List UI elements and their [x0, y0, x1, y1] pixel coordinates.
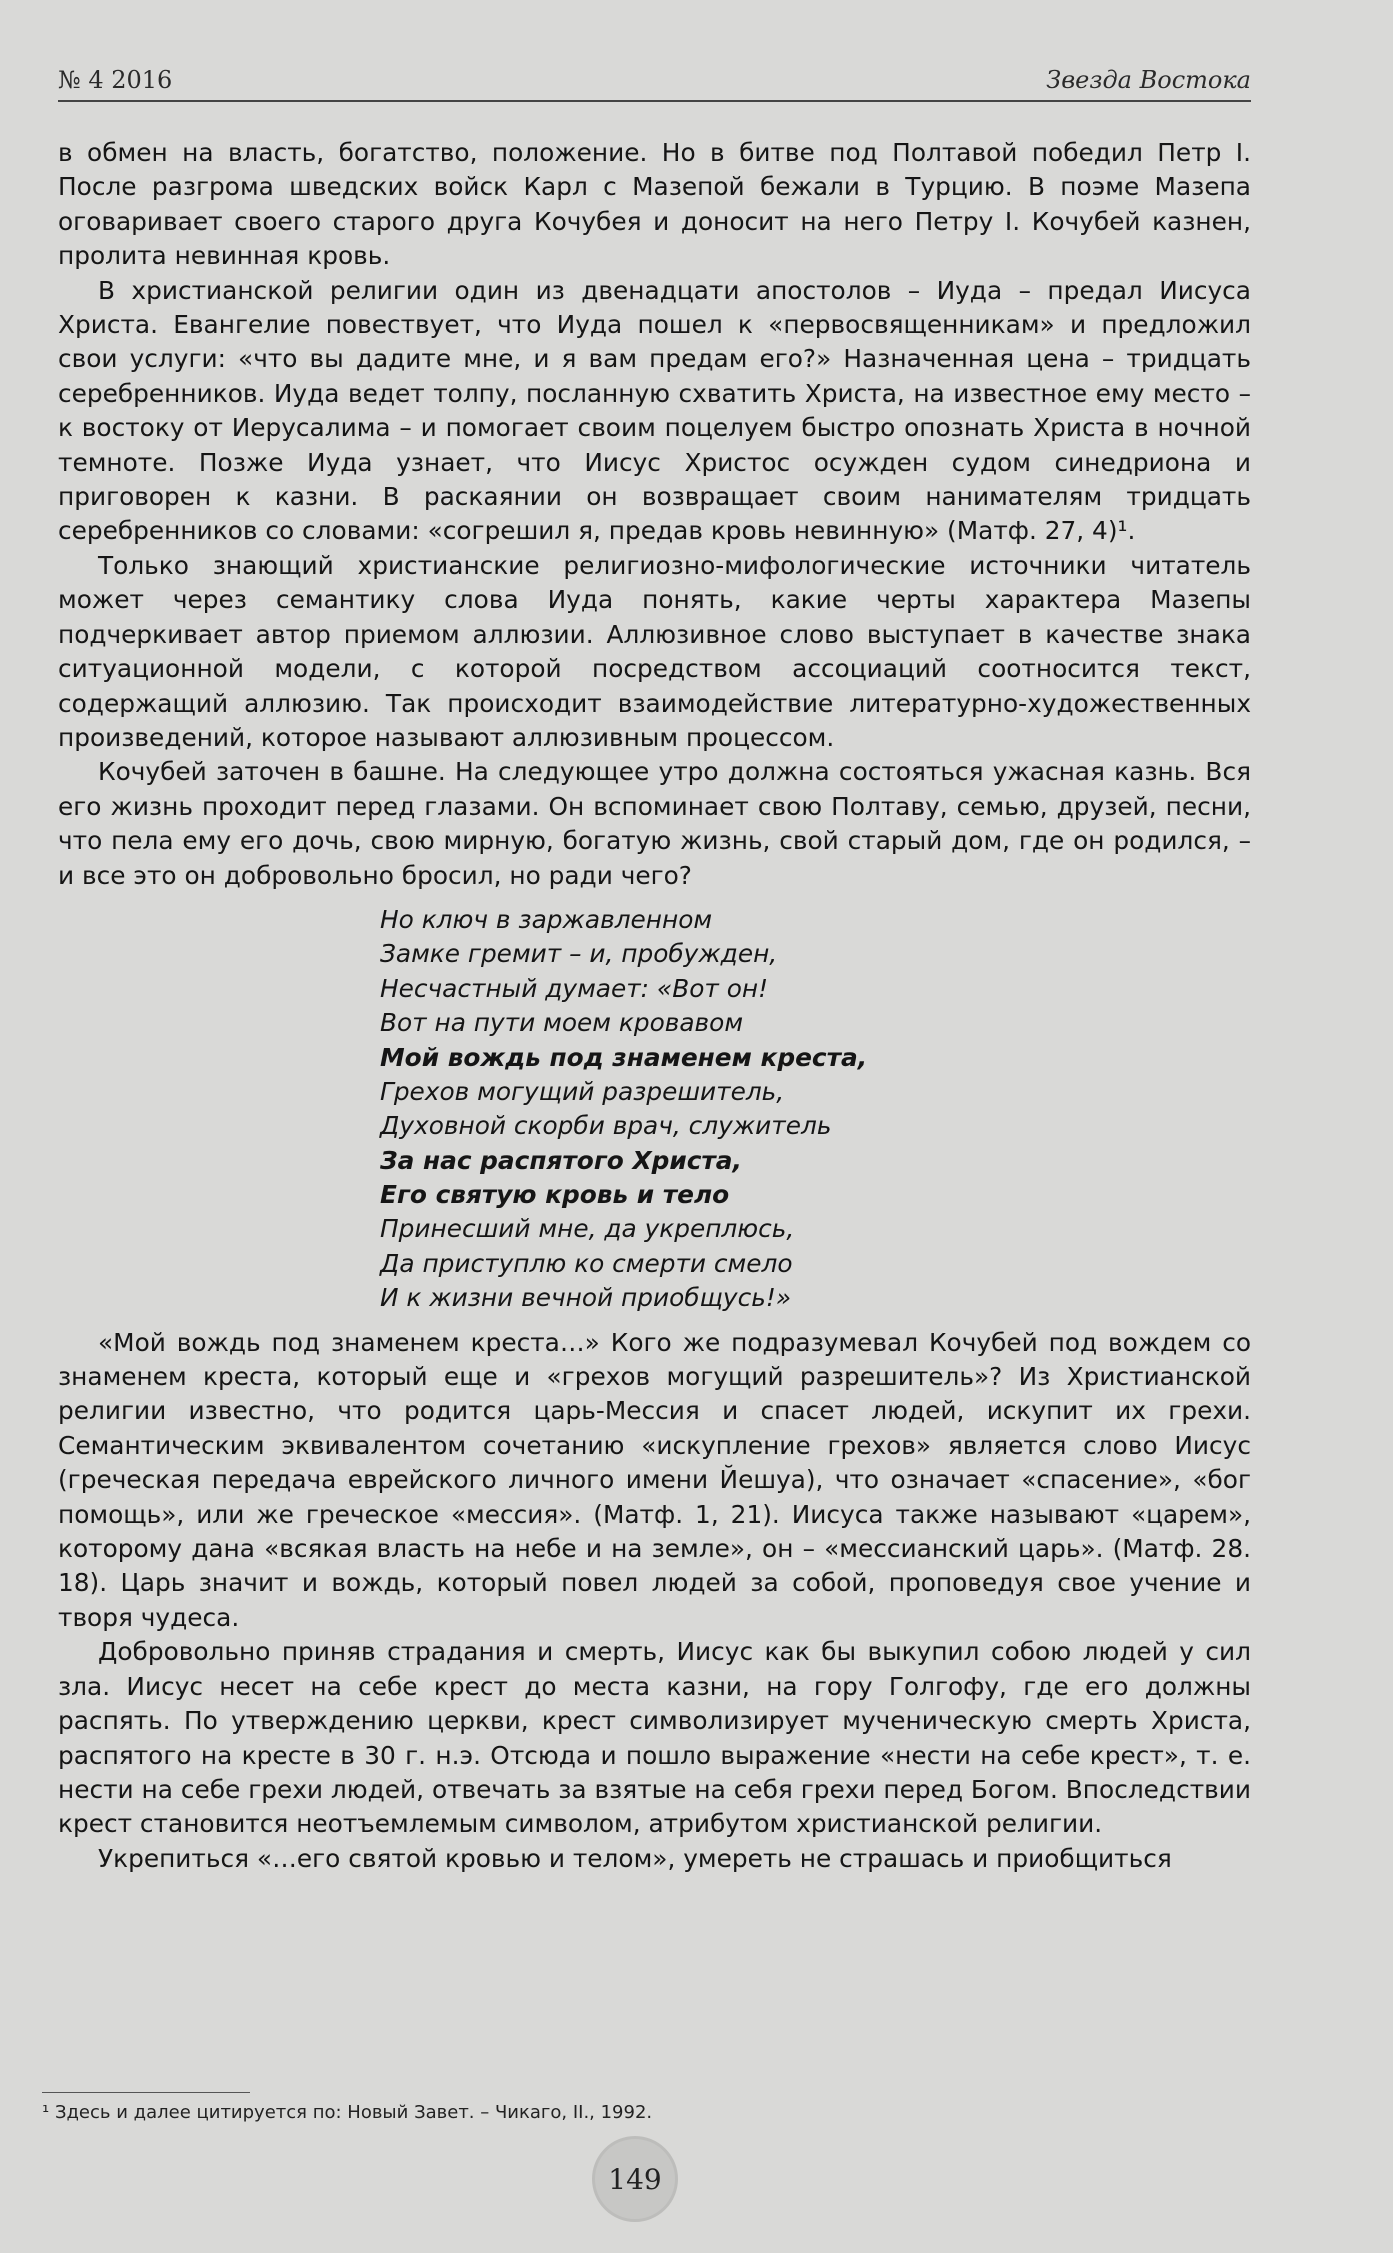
poem-line: Духовной скорби врач, служитель: [380, 1111, 832, 1141]
footnote: ¹ Здесь и далее цитируется по: Новый Завет. – Чикаго, II., 1992.: [42, 2102, 653, 2123]
paragraph: Добровольно приняв страдания и смерть, Иисус как бы выкупил собою людей у сил зла. Иисус несет на себе крест до места казни, на гору Голгофу, где его должны распять. По утверждению церкви, крест символизирует мученическую смерть Христа, распятого на кресте в 30 г. н.э. Отсюда и пошло выражение «нести на себе крест», т. е. нести на себе грехи людей, отвечать за взятые на себя грехи перед Богом. Впоследствии крест становится неотъемлемым символом, атрибутом христианской религии.: [58, 1637, 1251, 1839]
paragraph: «Мой вождь под знаменем креста…» Кого же подразумевал Кочубей под вождем со знаменем креста, который еще и «грехов могущий разрешитель»? Из Христианской религии известно, что родится царь-Мессия и спасет людей, искупит их грехи. Семантическим эквивалентом сочетанию «искупление грехов» является слово Иисус (греческая передача еврейского личного имени Йешуа), что означает «спасение», «бог помощь», или же греческое «мессия». (Матф. 1, 21). Иисуса также называют «царем», которому дана «всякая власть на небе и на земле», он – «мессианский царь». (Матф. 28. 18). Царь значит и вождь, который повел людей за собой, проповедуя свое учение и творя чудеса.: [58, 1327, 1251, 1632]
poem-line: Замке гремит – и, пробужден,: [380, 939, 778, 969]
poem-line: Мой вождь под знаменем креста,: [380, 1042, 868, 1072]
header-rule: [58, 100, 1251, 102]
running-header: [58, 58, 1251, 98]
poem-line: Вот на пути моем кровавом: [380, 1008, 744, 1038]
footnote-rule: [42, 2092, 250, 2093]
poem-quote: [380, 903, 1251, 1316]
paragraph: Только знающий христианские религиозно-мифологические источники читатель может через семантику слова Иуда понять, какие черты характера Мазепы подчеркивает автор приемом аллюзии. Аллюзивное слово выступает в качестве знака ситуационной модели, с которой посредством ассоциаций соотносится текст, содержащий аллюзию. Так происходит взаимодействие литературно-художественных произведений, которое называют аллюзивным процессом.: [58, 550, 1251, 752]
paragraph: Укрепиться «…его святой кровью и телом», умереть не страшась и приобщиться: [98, 1843, 1172, 1873]
journal-title: Звезда Востока: [1046, 66, 1251, 94]
poem-line: Его святую кровь и тело: [380, 1180, 730, 1210]
paragraph: Кочубей заточен в башне. На следующее утро должна состояться ужасная казнь. Вся его жизнь проходит перед глазами. Он вспоминает свою Полтаву, семью, друзей, песни, что пела ему его дочь, свою мирную, богатую жизнь, свой старый дом, где он родился, – и все это он добровольно бросил, но ради чего?: [58, 757, 1251, 890]
poem-line: Грехов могущий разрешитель,: [380, 1076, 785, 1106]
paragraph: В христианской религии один из двенадцати апостолов – Иуда – предал Иисуса Христа. Евангелие повествует, что Иуда пошел к «первосвященникам» и предложил свои услуги: «что вы дадите мне, и я вам предам его?» Назначенная цена – тридцать серебренников. Иуда ведет толпу, посланную схватить Христа, на известное ему место – к востоку от Иерусалима – и помогает своим поцелуем быстро опознать Христа в ночной темноте. Позже Иуда узнает, что Иисус Христос осужден судом синедриона и приговорен к казни. В раскаянии он возвращает своим нанимателям тридцать серебренников со словами: «согрешил я, предав кровь невинную» (Матф. 27, 4)¹.: [58, 275, 1251, 546]
poem-line: Но ключ в заржавленном: [380, 904, 713, 934]
page-number: 149: [608, 2162, 662, 2196]
poem-line: Несчастный думает: «Вот он!: [380, 973, 769, 1003]
paragraph: в обмен на власть, богатство, положение. Но в битве под Полтавой победил Петр I. После разгрома шведских войск Карл с Мазепой бежали в Турцию. В поэме Мазепа оговаривает своего старого друга Кочубея и доносит на него Петру I. Кочубей казнен, пролита невинная кровь.: [58, 138, 1251, 271]
poem-line: Да приступлю ко смерти смело: [380, 1248, 793, 1278]
issue-number: № 4 2016: [58, 66, 173, 94]
poem-line: За нас распятого Христа,: [380, 1145, 742, 1175]
article-body: [58, 136, 1251, 1876]
page-number-badge: [592, 2136, 678, 2222]
poem-line: Принесший мне, да укреплюсь,: [380, 1214, 795, 1244]
poem-line: И к жизни вечной приобщусь!»: [380, 1283, 792, 1313]
